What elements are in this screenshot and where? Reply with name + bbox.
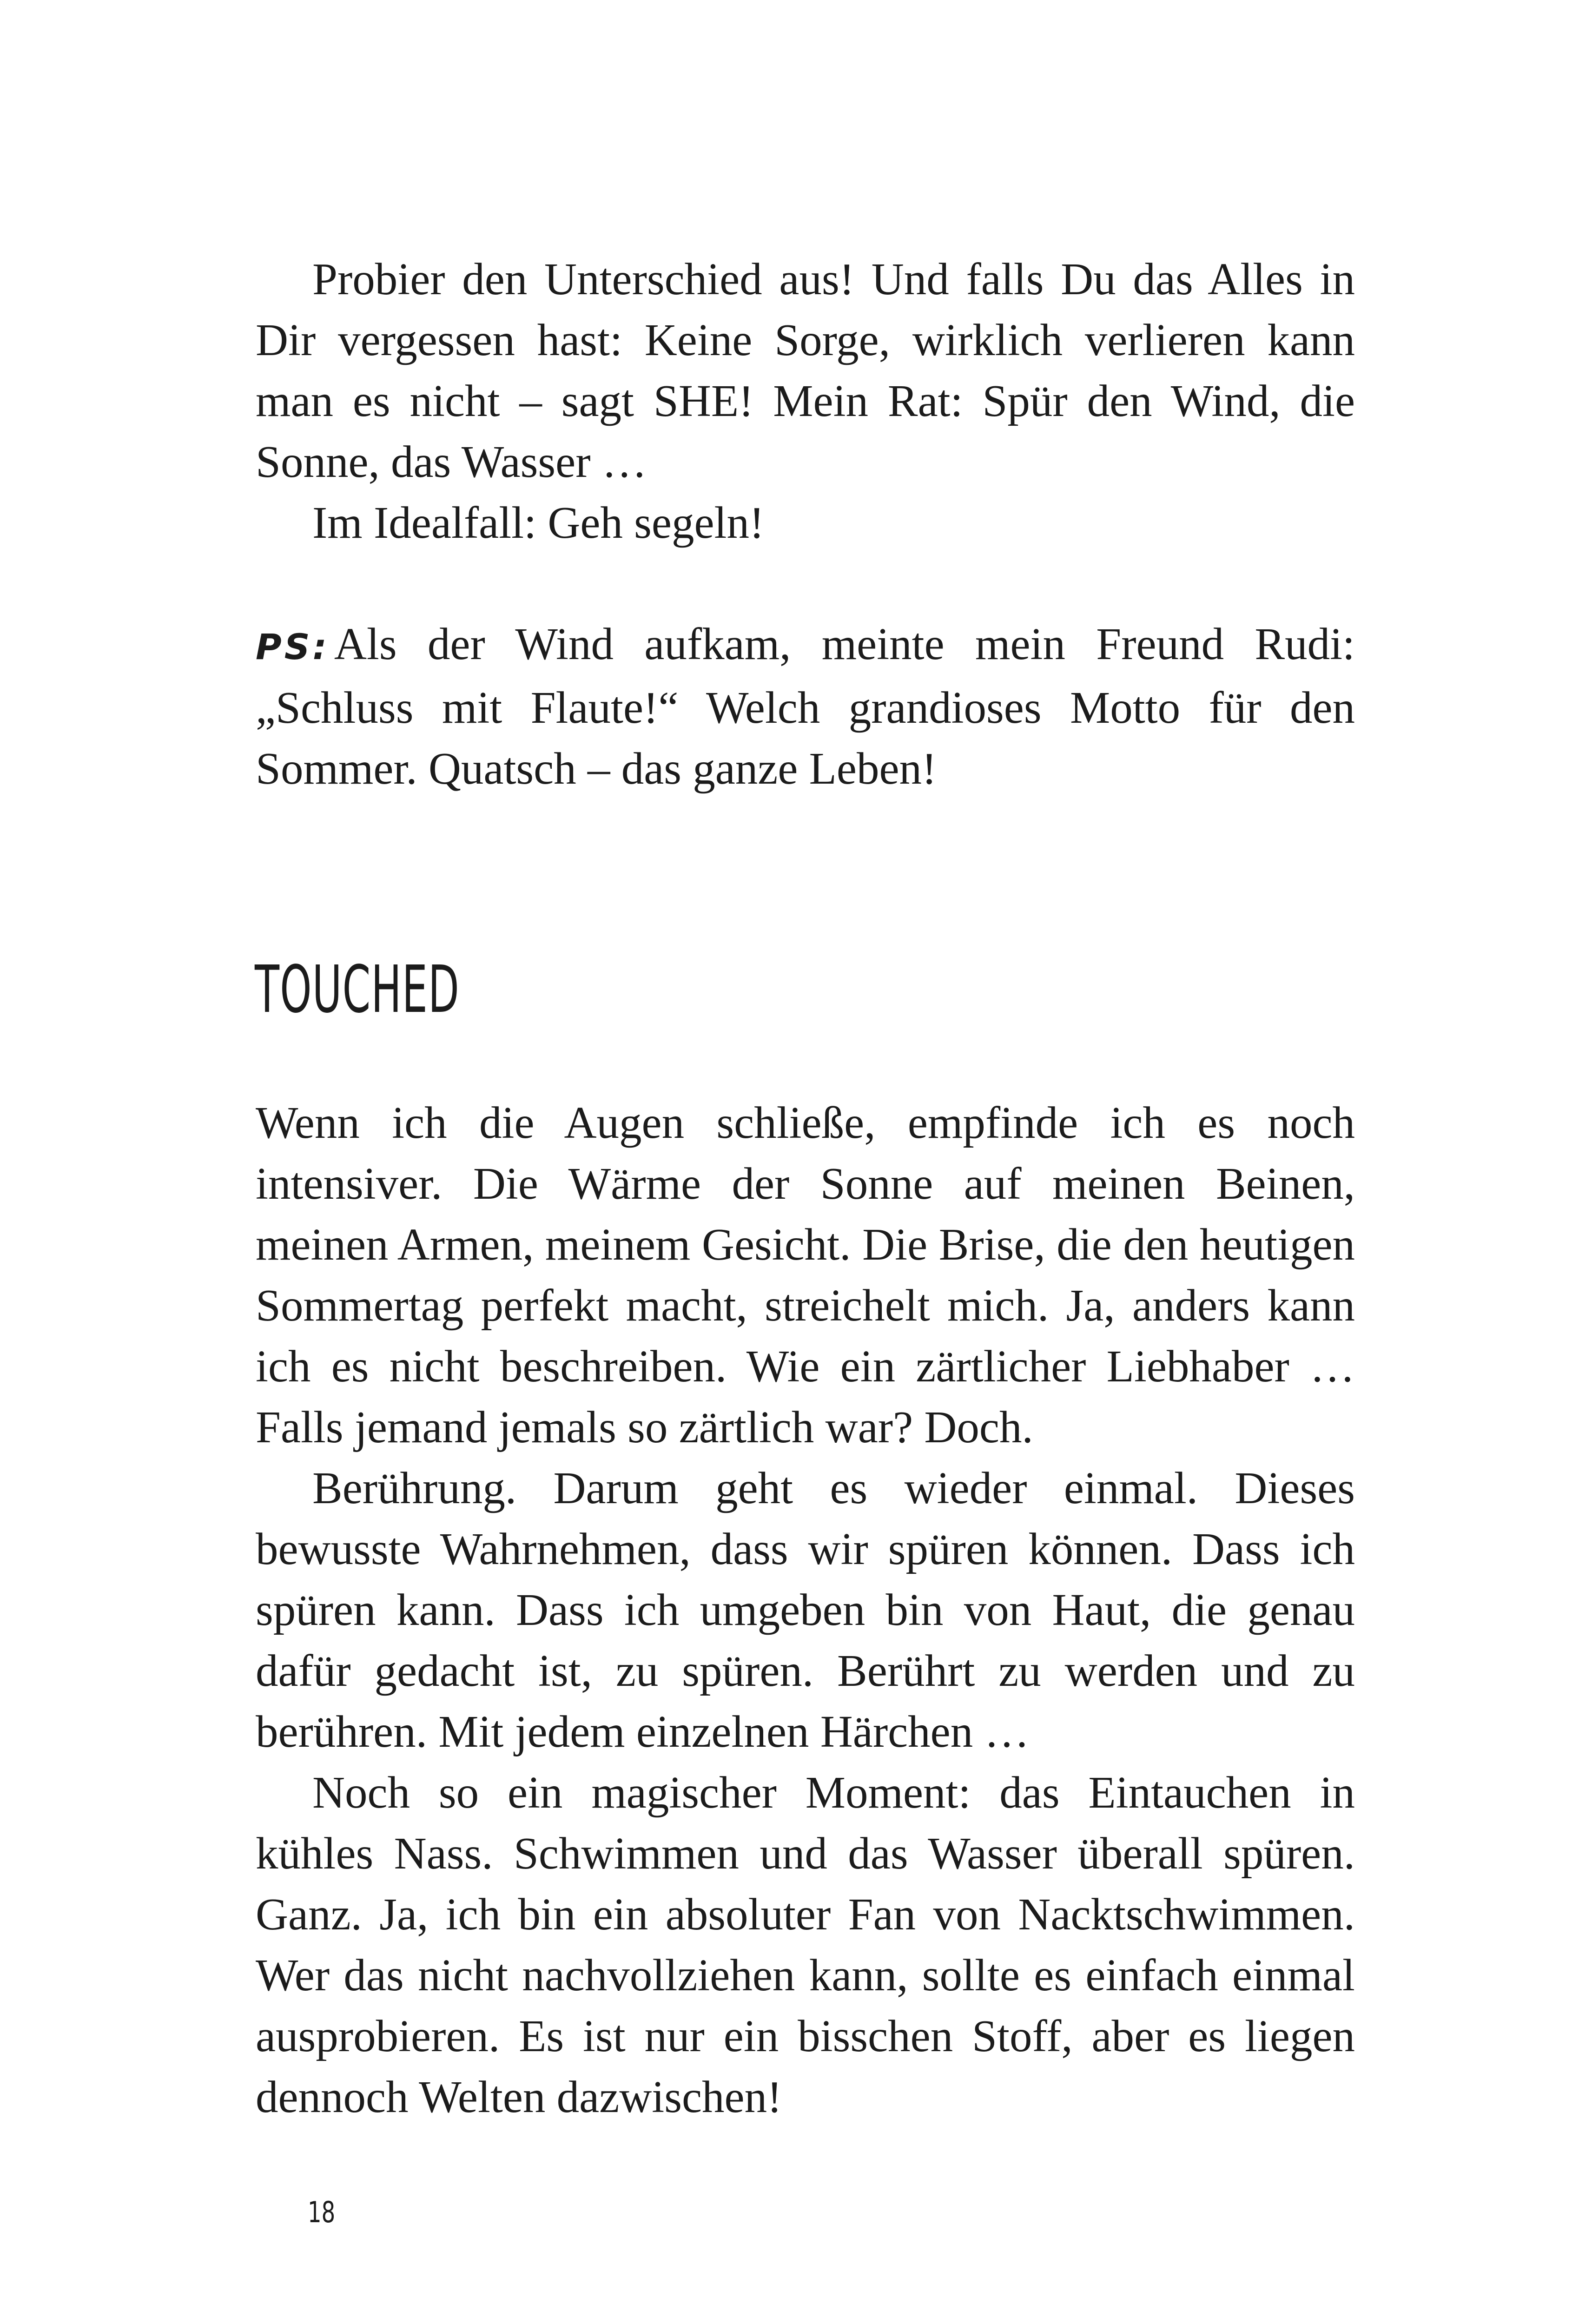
ps-text: Als der Wind aufkam, meinte mein Freund Rudi: „Schluss mit Flaute!“ Welch grandioses Motto für den Sommer. Quatsch – das ganze Leben! <box>256 619 1355 793</box>
section-heading: TOUCHED <box>255 952 460 1028</box>
paragraph: Noch so ein magischer Moment: das Eintauchen in kühles Nass. Schwimmen und das Wasser überall spüren. Ganz. Ja, ich bin ein absoluter Fan von Nacktschwimmen. Wer das nicht nachvollziehen kann, sollte es einfach einmal ausprobieren. Es ist nur ein bisschen Stoff, aber es liegen dennoch Welten dazwischen! <box>256 1768 1355 2122</box>
postscript <box>256 614 1355 799</box>
paragraph: Wenn ich die Augen schließe, empfinde ich es noch intensiver. Die Wärme der Sonne auf meinen Beinen, meinen Armen, meinem Gesicht. Die Brise, die den heutigen Sommertag perfekt macht, streichelt mich. Ja, anders kann ich es nicht beschreiben. Wie ein zärtlicher Liebhaber … Falls jemand jemals so zärtlich war? Doch. <box>256 1098 1355 1452</box>
page-number: 18 <box>308 2195 336 2229</box>
intro-text <box>256 249 1355 553</box>
ps-label: PS: <box>256 626 330 667</box>
paragraph: Probier den Unterschied aus! Und falls Du das Alles in Dir vergessen hast: Keine Sorge, wirklich verlieren kann man es nicht – sagt SHE! Mein Rat: Spür den Wind, die Sonne, das Wasser … <box>256 254 1355 487</box>
ps-paragraph <box>256 614 1355 799</box>
paragraph: Berührung. Darum geht es wieder einmal. Dieses bewusste Wahrnehmen, dass wir spüren können. Dass ich spüren kann. Dass ich umgeben bin von Haut, die genau dafür gedacht ist, zu spüren. Berührt zu werden und zu berühren. Mit jedem einzelnen Härchen … <box>256 1463 1355 1756</box>
paragraph: Im Idealfall: Geh segeln! <box>312 498 765 548</box>
section-body <box>256 1092 1355 2127</box>
